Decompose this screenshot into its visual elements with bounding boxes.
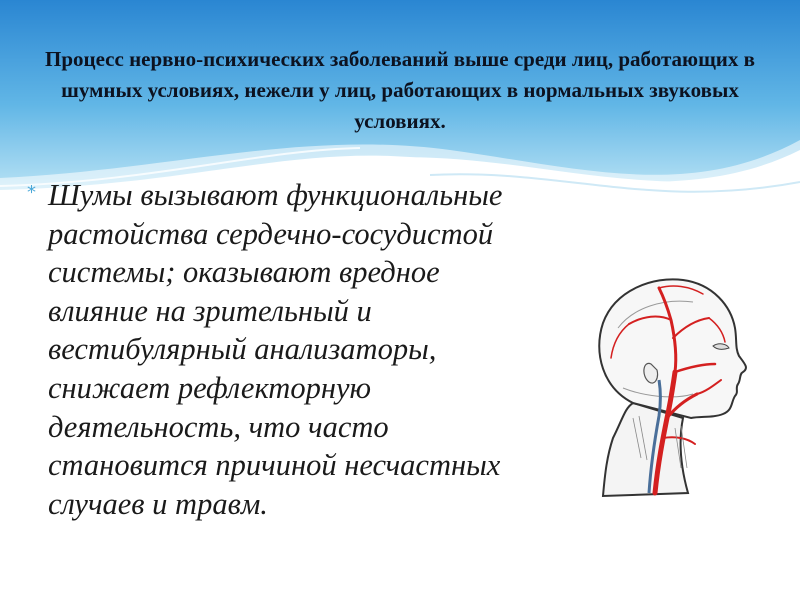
- bullet-text: Шумы вызывают функциональные растойства сердечно-сосудистой системы; оказывают вредное влияние на зрительный и вестибулярный анализаторы, снижает рефлекторную деятельность, что часто становится причиной несчастных случаев и травм.: [48, 178, 503, 521]
- head-vessels-illustration: [563, 268, 763, 498]
- bullet-icon: *: [27, 182, 36, 203]
- slide-title: Процесс нервно-психических заболеваний выше среди лиц, работающих в шумных условиях, нежели у лиц, работающих в нормальных звуковых условиях.: [44, 47, 755, 133]
